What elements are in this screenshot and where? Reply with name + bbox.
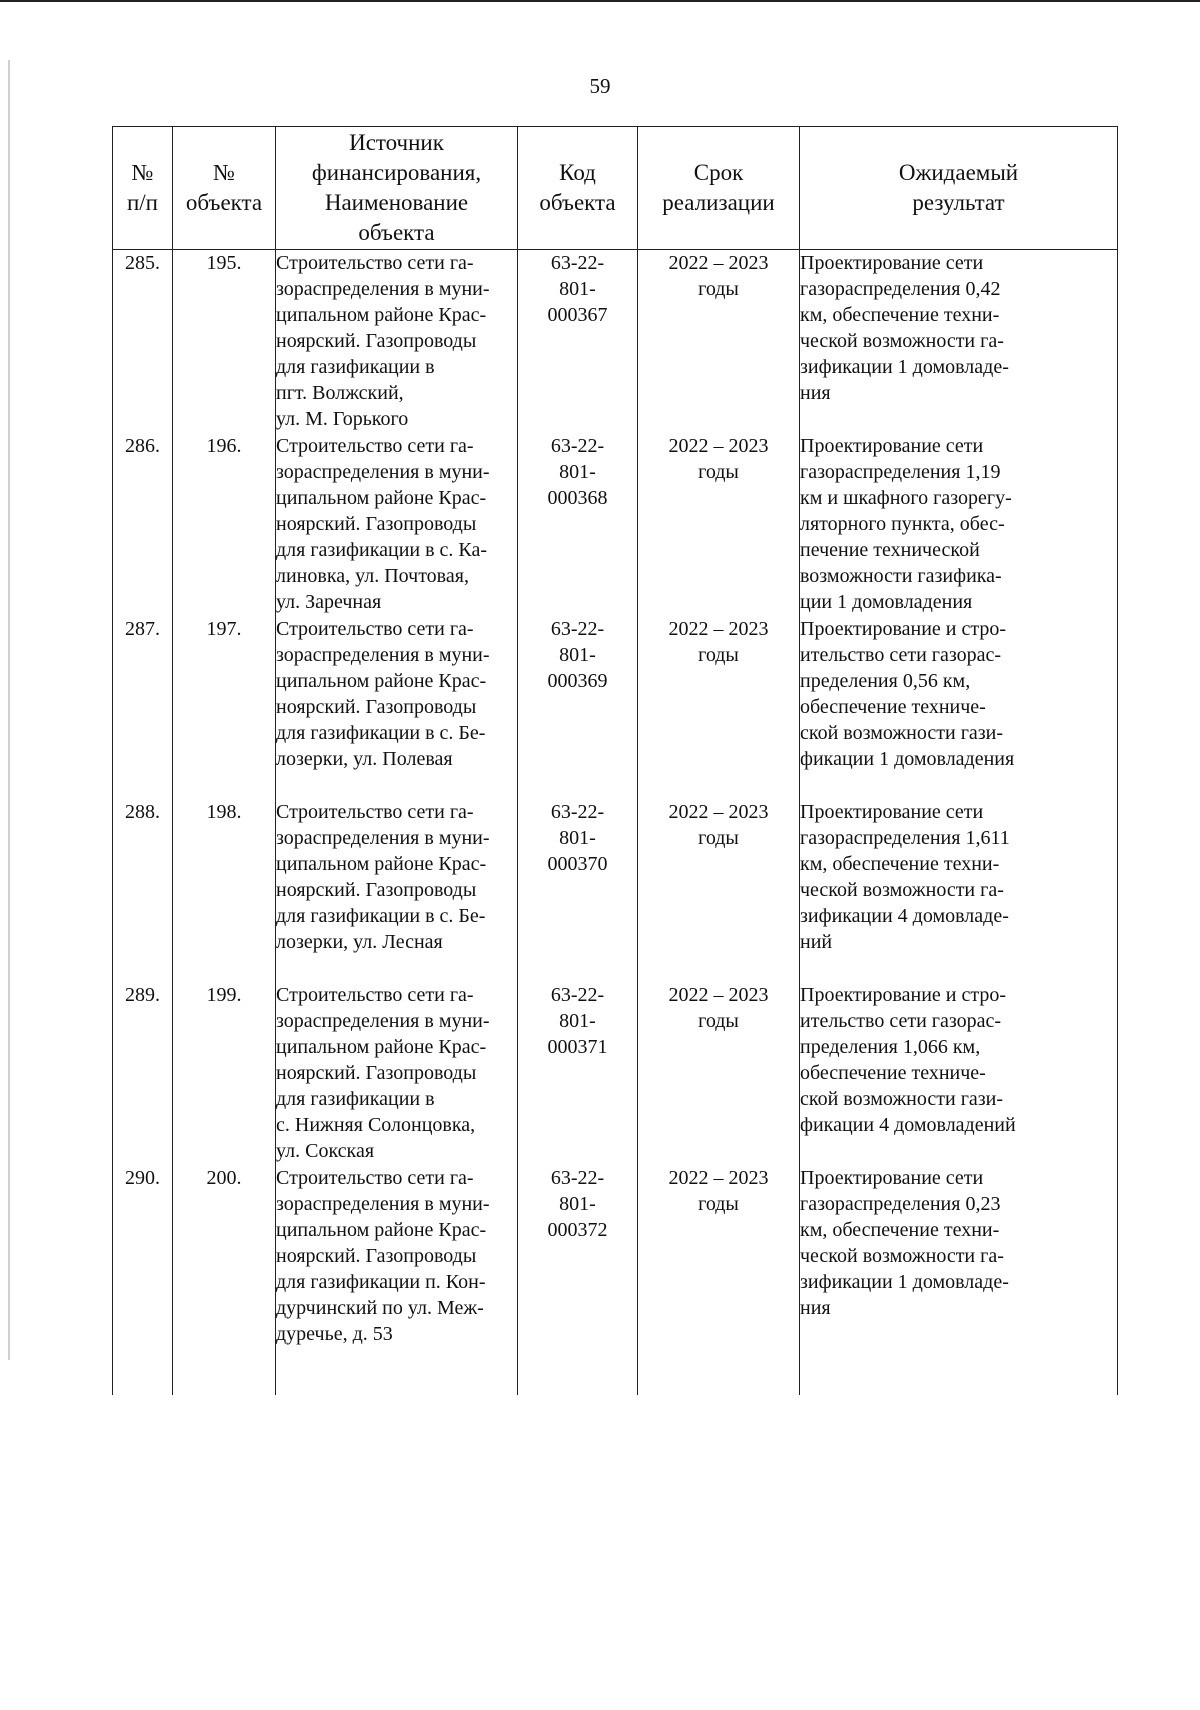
- source-cell-line: ул. Сокская: [276, 1140, 375, 1162]
- source-cell-line: ципальном районе Крас-: [276, 487, 487, 509]
- source-cell-line: ноярский. Газопроводы: [276, 696, 477, 718]
- expected-result-cell-line: Проектирование и стро-: [800, 984, 1007, 1006]
- source-cell: [276, 433, 518, 616]
- source-cell: [276, 982, 518, 1165]
- source-cell-line: ноярский. Газопроводы: [276, 1245, 477, 1267]
- expected-result-cell-line: ительство сети газорас-: [800, 644, 1002, 666]
- header-term-line: реализации: [662, 190, 775, 215]
- row-number-cell: 290.: [113, 1165, 173, 1395]
- source-cell-line: ул. Заречная: [276, 591, 382, 613]
- expected-result-cell: [800, 433, 1118, 616]
- expected-result-cell-line: газораспределения 1,611: [800, 827, 1010, 849]
- object-number-cell: 200.: [173, 1165, 276, 1395]
- header-term: [638, 127, 800, 250]
- term-cell-line: годы: [698, 278, 739, 300]
- source-cell-line: зораспределения в муни-: [276, 461, 490, 483]
- object-code-cell-line: 801-: [559, 644, 596, 666]
- header-term-line: Срок: [693, 160, 744, 185]
- expected-result-cell-line: ции 1 домовладения: [800, 591, 973, 613]
- table-row: [113, 250, 1118, 434]
- expected-result-cell-line: Проектирование сети: [800, 801, 984, 823]
- row-number-cell: 288.: [113, 799, 173, 982]
- header-object: [173, 127, 276, 250]
- expected-result-cell: [800, 1165, 1118, 1395]
- financing-table: [112, 126, 1118, 1395]
- header-object-line: №: [213, 160, 235, 185]
- expected-result-cell-line: печение технической: [800, 539, 980, 561]
- expected-result-cell-line: ния: [800, 1297, 831, 1319]
- header-source-line: финансирования,: [311, 160, 482, 185]
- object-number-cell: 198.: [173, 799, 276, 982]
- source-cell-line: ноярский. Газопроводы: [276, 1062, 477, 1084]
- term-cell: [638, 982, 800, 1165]
- table-body: [113, 250, 1118, 1396]
- table-header-row: [113, 127, 1118, 250]
- expected-result-cell-line: зификации 1 домовладе-: [800, 1271, 1009, 1293]
- expected-result-cell-line: обеспечение техниче-: [800, 1062, 986, 1084]
- source-cell-line: пгт. Волжский,: [276, 382, 404, 404]
- object-code-cell-line: 000369: [547, 670, 608, 692]
- source-cell-line: для газификации в: [276, 1088, 435, 1110]
- header-result: [800, 127, 1118, 250]
- header-source-line: объекта: [358, 220, 435, 245]
- source-cell-line: Строительство сети га-: [276, 252, 474, 274]
- object-code-cell: [518, 250, 638, 434]
- expected-result-cell: [800, 250, 1118, 434]
- term-cell-line: 2022 – 2023: [668, 435, 769, 457]
- header-source-line: Наименование: [324, 190, 469, 215]
- source-cell-line: ул. М. Горького: [276, 408, 409, 430]
- source-cell-line: дуречье, д. 53: [276, 1323, 393, 1345]
- source-cell-line: линовка, ул. Почтовая,: [276, 565, 469, 587]
- source-cell-line: зораспределения в муни-: [276, 1010, 490, 1032]
- source-cell-line: лозерки, ул. Лесная: [276, 931, 443, 953]
- object-code-cell-line: 63-22-: [550, 1167, 605, 1189]
- page-number: 59: [589, 74, 611, 98]
- expected-result-cell-line: зификации 4 домовладе-: [800, 905, 1009, 927]
- expected-result-cell: [800, 616, 1118, 799]
- object-code-cell-line: 801-: [559, 827, 596, 849]
- source-cell-line: Строительство сети га-: [276, 435, 474, 457]
- source-cell-line: зораспределения в муни-: [276, 827, 490, 849]
- expected-result-cell-line: пределения 0,56 км,: [800, 670, 971, 692]
- expected-result-cell: [800, 799, 1118, 982]
- table-row: [113, 616, 1118, 799]
- object-code-cell-line: 801-: [559, 461, 596, 483]
- term-cell-line: годы: [698, 1010, 739, 1032]
- term-cell: [638, 616, 800, 799]
- expected-result-cell-line: км и шкафного газорегу-: [800, 487, 1012, 509]
- term-cell-line: 2022 – 2023: [668, 252, 769, 274]
- source-cell-line: дурчинский по ул. Меж-: [276, 1297, 484, 1319]
- source-cell-line: для газификации в с. Бе-: [276, 905, 486, 927]
- expected-result-cell-line: фикации 1 домовладения: [800, 748, 1015, 770]
- term-cell: [638, 250, 800, 434]
- source-cell-line: ципальном районе Крас-: [276, 304, 487, 326]
- expected-result-cell-line: Проектирование сети: [800, 252, 984, 274]
- term-cell: [638, 433, 800, 616]
- term-cell-line: 2022 – 2023: [668, 984, 769, 1006]
- source-cell-line: Строительство сети га-: [276, 618, 474, 640]
- header-source-line: Источник: [349, 130, 444, 155]
- expected-result-cell-line: ческой возможности га-: [800, 879, 1004, 901]
- object-code-cell-line: 63-22-: [550, 801, 605, 823]
- term-cell-line: годы: [698, 644, 739, 666]
- source-cell-line: зораспределения в муни-: [276, 644, 490, 666]
- object-code-cell-line: 801-: [559, 278, 596, 300]
- table-row: [113, 799, 1118, 982]
- object-code-cell-line: 000371: [547, 1036, 608, 1058]
- source-cell: [276, 799, 518, 982]
- table-row: [113, 1165, 1118, 1395]
- term-cell: [638, 1165, 800, 1395]
- expected-result-cell-line: км, обеспечение техни-: [800, 853, 1000, 875]
- expected-result-cell-line: км, обеспечение техни-: [800, 1219, 1000, 1241]
- expected-result-cell-line: зификации 1 домовладе-: [800, 356, 1009, 378]
- term-cell-line: годы: [698, 461, 739, 483]
- expected-result-cell-line: фикации 4 домовладений: [800, 1114, 1016, 1136]
- term-cell-line: 2022 – 2023: [668, 618, 769, 640]
- row-number-cell: 286.: [113, 433, 173, 616]
- term-cell: [638, 799, 800, 982]
- page-left-edge: [8, 60, 10, 1360]
- object-code-cell: [518, 799, 638, 982]
- header-source: [276, 127, 518, 250]
- source-cell-line: для газификации в: [276, 356, 435, 378]
- expected-result-cell-line: газораспределения 0,23: [800, 1193, 1001, 1215]
- source-cell-line: ципальном районе Крас-: [276, 1219, 487, 1241]
- expected-result-cell-line: возможности газифика-: [800, 565, 1002, 587]
- source-cell-line: для газификации в с. Бе-: [276, 722, 486, 744]
- expected-result-cell-line: ской возможности гази-: [800, 722, 1004, 744]
- source-cell: [276, 616, 518, 799]
- object-code-cell-line: 63-22-: [550, 984, 605, 1006]
- header-num-line: п/п: [126, 190, 158, 215]
- row-number-cell: 285.: [113, 250, 173, 434]
- expected-result-cell-line: Проектирование сети: [800, 1167, 984, 1189]
- object-code-cell: [518, 1165, 638, 1395]
- header-num: [113, 127, 173, 250]
- source-cell-line: ципальном районе Крас-: [276, 670, 487, 692]
- object-code-cell-line: 801-: [559, 1010, 596, 1032]
- source-cell-line: ноярский. Газопроводы: [276, 879, 477, 901]
- expected-result-cell-line: Проектирование сети: [800, 435, 984, 457]
- expected-result-cell-line: газораспределения 1,19: [800, 461, 1001, 483]
- expected-result-cell-line: ской возможности гази-: [800, 1088, 1004, 1110]
- source-cell-line: для газификации в с. Ка-: [276, 539, 488, 561]
- expected-result-cell-line: ительство сети газорас-: [800, 1010, 1002, 1032]
- page-top-edge: [0, 0, 1200, 2]
- expected-result-cell-line: Проектирование и стро-: [800, 618, 1007, 640]
- term-cell-line: 2022 – 2023: [668, 801, 769, 823]
- header-object-line: объекта: [185, 190, 263, 215]
- table-row: [113, 982, 1118, 1165]
- object-code-cell-line: 63-22-: [550, 252, 605, 274]
- object-code-cell-line: 000372: [547, 1219, 608, 1241]
- source-cell-line: Строительство сети га-: [276, 1167, 474, 1189]
- source-cell-line: ципальном районе Крас-: [276, 853, 487, 875]
- object-code-cell-line: 63-22-: [550, 618, 605, 640]
- object-number-cell: 195.: [173, 250, 276, 434]
- header-code-line: объекта: [539, 190, 616, 215]
- expected-result-cell-line: ческой возможности га-: [800, 1245, 1004, 1267]
- object-number-cell: 199.: [173, 982, 276, 1165]
- expected-result-cell-line: ляторного пункта, обес-: [800, 513, 1005, 535]
- object-code-cell-line: 000368: [547, 487, 608, 509]
- expected-result-cell-line: км, обеспечение техни-: [800, 304, 1000, 326]
- source-cell-line: ноярский. Газопроводы: [276, 513, 477, 535]
- object-code-cell: [518, 982, 638, 1165]
- expected-result-cell-line: пределения 1,066 км,: [800, 1036, 981, 1058]
- expected-result-cell-line: ческой возможности га-: [800, 330, 1004, 352]
- object-number-cell: 196.: [173, 433, 276, 616]
- object-code-cell-line: 63-22-: [550, 435, 605, 457]
- source-cell-line: с. Нижняя Солонцовка,: [276, 1114, 476, 1136]
- source-cell-line: ципальном районе Крас-: [276, 1036, 487, 1058]
- source-cell-line: зораспределения в муни-: [276, 278, 490, 300]
- object-code-cell-line: 000367: [547, 304, 608, 326]
- row-number-cell: 289.: [113, 982, 173, 1165]
- header-result-line: Ожидаемый: [898, 160, 1019, 185]
- expected-result-cell-line: газораспределения 0,42: [800, 278, 1001, 300]
- header-code-line: Код: [559, 160, 596, 185]
- header-num-line: №: [131, 160, 154, 185]
- expected-result-cell: [800, 982, 1118, 1165]
- source-cell-line: Строительство сети га-: [276, 984, 474, 1006]
- expected-result-cell-line: ния: [800, 382, 831, 404]
- source-cell-line: лозерки, ул. Полевая: [276, 748, 453, 770]
- term-cell-line: годы: [698, 827, 739, 849]
- object-code-cell-line: 801-: [559, 1193, 596, 1215]
- object-code-cell: [518, 433, 638, 616]
- object-number-cell: 197.: [173, 616, 276, 799]
- object-code-cell: [518, 616, 638, 799]
- source-cell-line: зораспределения в муни-: [276, 1193, 490, 1215]
- header-result-line: результат: [912, 190, 1005, 215]
- term-cell-line: 2022 – 2023: [668, 1167, 769, 1189]
- row-number-cell: 287.: [113, 616, 173, 799]
- expected-result-cell-line: обеспечение техниче-: [800, 696, 986, 718]
- source-cell-line: Строительство сети га-: [276, 801, 474, 823]
- source-cell-line: ноярский. Газопроводы: [276, 330, 477, 352]
- source-cell-line: для газификации п. Кон-: [276, 1271, 486, 1293]
- source-cell: [276, 1165, 518, 1395]
- object-code-cell-line: 000370: [547, 853, 608, 875]
- expected-result-cell-line: ний: [800, 931, 833, 953]
- term-cell-line: годы: [698, 1193, 739, 1215]
- header-code: [518, 127, 638, 250]
- source-cell: [276, 250, 518, 434]
- table-row: [113, 433, 1118, 616]
